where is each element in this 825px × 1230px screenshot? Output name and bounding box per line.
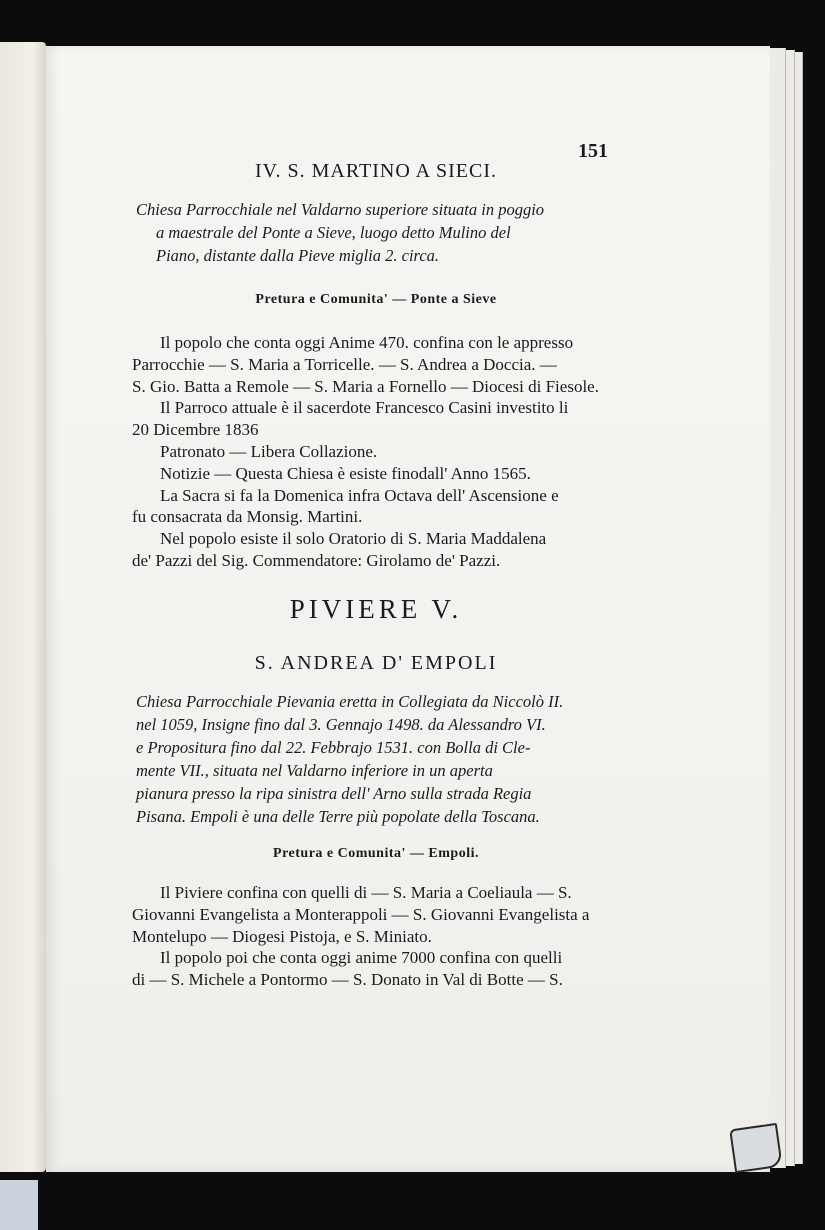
- section-body: [132, 332, 628, 572]
- body-line: Giovanni Evangelista a Monterappoli — S. Giovanni Evangelista a: [132, 904, 590, 924]
- left-background-tab: [0, 1180, 38, 1230]
- church-body: [132, 882, 628, 991]
- body-line: Montelupo — Diogesi Pistoja, e S. Miniato.: [132, 926, 432, 946]
- body-line: Il Parroco attuale è il sacerdote Francesco Casini investito li: [160, 398, 569, 418]
- description-line: Chiesa Parrocchiale Pievania eretta in Collegiata da Niccolò II.: [136, 692, 564, 711]
- body-line: Il Piviere confina con quelli di — S. Maria a Coeliaula — S.: [160, 883, 572, 902]
- description-line: Chiesa Parrocchiale nel Valdarno superiore situata in poggio: [136, 200, 545, 219]
- church-description: [136, 690, 632, 828]
- body-line: Notizie — Questa Chiesa è esiste finodall' Anno 1565.: [160, 463, 531, 483]
- body-line: Il popolo che conta oggi Anime 470. confina con le appresso: [160, 333, 574, 352]
- description-line: nel 1059, Insigne fino dal 3. Gennajo 1498. da Alessandro VI.: [136, 715, 546, 734]
- body-line: Il popolo poi che conta oggi anime 7000 confina con quelli: [160, 948, 563, 968]
- body-line: S. Gio. Batta a Remole — S. Maria a Fornello — Diocesi di Fiesole.: [132, 376, 599, 396]
- body-line: 20 Dicembre 1836: [132, 420, 259, 440]
- section-subheading: Pretura e Comunita' — Ponte a Sieve: [255, 292, 497, 307]
- section-description: [136, 198, 632, 267]
- piviere-title: PIVIERE V.: [289, 594, 463, 624]
- body-line: fu consacrata da Monsig. Martini.: [132, 507, 363, 527]
- left-page-edge: [0, 42, 46, 1172]
- description-line: mente VII., situata nel Valdarno inferiore in un aperta: [136, 761, 493, 780]
- body-line: La Sacra si fa la Domenica infra Octava dell' Ascensione e: [160, 485, 559, 505]
- description-line: Pisana. Empoli è una delle Terre più popolate della Toscana.: [136, 807, 540, 826]
- body-line: Patronato — Libera Collazione.: [160, 441, 378, 461]
- page-corner-clip: [729, 1123, 783, 1173]
- section-title: IV. S. MARTINO A SIECI.: [254, 160, 497, 182]
- description-line: pianura presso la ripa sinistra dell' Arno sulla strada Regia: [136, 784, 532, 803]
- description-line: a maestrale del Ponte a Sieve, luogo detto Mulino del: [156, 223, 511, 242]
- description-line: e Propositura fino dal 22. Febbrajo 1531. con Bolla di Cle-: [136, 738, 531, 757]
- body-line: de' Pazzi del Sig. Commendatore: Girolamo de' Pazzi.: [132, 550, 501, 570]
- page-number: 151: [578, 140, 608, 162]
- body-line: Nel popolo esiste il solo Oratorio di S. Maria Maddalena: [160, 529, 547, 549]
- body-line: di — S. Michele a Pontormo — S. Donato in Val di Botte — S.: [132, 970, 563, 990]
- church-subheading: Pretura e Comunita' — Empoli.: [273, 846, 479, 861]
- church-title: S. ANDREA D' EMPOLI: [254, 652, 498, 674]
- description-line: Piano, distante dalla Pieve miglia 2. circa.: [156, 246, 440, 265]
- body-line: Parrocchie — S. Maria a Torricelle. — S. Andrea a Doccia. —: [132, 354, 557, 374]
